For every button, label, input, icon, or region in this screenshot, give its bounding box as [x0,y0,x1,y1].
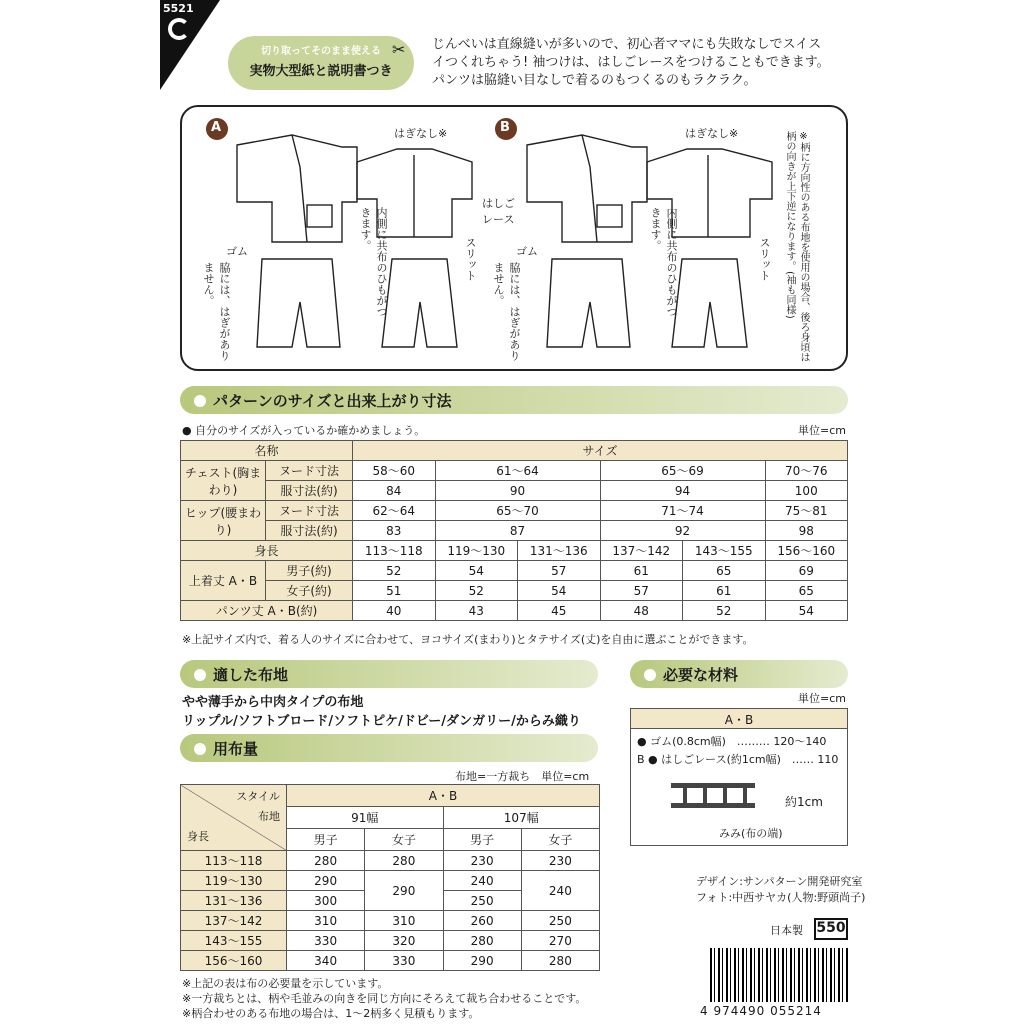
size-section-header: パターンのサイズと出来上がり寸法 [180,386,848,414]
yardage-section-header: 用布量 [180,734,598,762]
mimi-label: みみ(布の端) [719,827,783,840]
size-check-note: ● 自分のサイズが入っているか確かめましょう。 [182,424,426,437]
intro-text: じんべいは直線縫いが多いので、初心者ママにも失敗なしでスイス イつくれちゃう! 袖つけは、はしごレースをつけることもできます。 パンツは脇縫い目なしで着るのもつくるのもラクラク。 [432,37,830,88]
pattern-code: 5521 [163,2,194,15]
size-unit: 単位=cm [798,424,846,437]
yardage-table: スタイル 布地 身長 A・B 91幅 107幅 男子 女子 男子 女子 113〜118 280 280 230 230 119〜130 290 290 240 240 131〜136 300 250 137〜142 310 310 260 250 143〜155 330 320 280 270 156〜160 340 330 290 280 [180,784,600,971]
yardage-meta: 布地=一方裁ち 単位=cm [455,770,590,783]
hagi-nashi-label-a: はぎなし※ [394,127,448,140]
tagline-small: 切り取ってそのまま使える [261,46,381,57]
fabric-section-header: 適した布地 [180,660,598,688]
tagline-big: 実物大型紙と説明書つき [249,64,393,79]
tagline-pill [228,36,414,90]
materials-box: A・B ● ゴム(0.8cm幅) ……… 120〜140 B ● はしごレース(約1cm幅) …… 110 約1cm みみ(布の端) [630,708,848,846]
uchigawa-note-b: 内側に共布のひもがつきます。 [649,207,678,317]
material-lace: B ● はしごレース(約1cm幅) …… 110 [637,753,839,766]
barcode-icon [710,948,850,1002]
material-gomu: ● ゴム(0.8cm幅) ……… 120〜140 [637,735,827,748]
waki-note-b: 脇には、はぎがありません。 [492,262,521,361]
barcode-number: 4 974490 055214 [700,1004,822,1018]
materials-unit: 単位=cm [798,692,846,705]
hashigo-lace-label: はしごレース [482,197,515,226]
price-box: 550 [814,918,848,940]
garment-illustration [180,105,848,371]
waki-note-a: 脇には、はぎがありません。 [202,262,231,361]
lace-width-label: 約1cm [785,795,823,809]
hagi-nashi-label-b: はぎなし※ [685,127,739,140]
lace-icon [669,779,759,813]
slit-label-b: スリット [758,237,771,281]
pattern-direction-note: ※柄に方向性のある布地を使用の場合、後ろ身頃は柄の向きが上下逆になります。(袖も同様) [784,131,809,362]
made-in: 日本製 [770,924,803,937]
fabric-type: やや薄手から中肉タイプの布地 [182,695,364,710]
gomu-label-b: ゴム [516,245,538,258]
size-footnote: ※上記サイズ内で、着る人のサイズに合わせて、ヨコサイズ(まわり)とタテサイズ(丈)を自由に選ぶことができます。 [182,633,754,646]
size-table: 名称 サイズ チェスト(胸まわり) ヌード寸法 58〜60 61〜64 65〜69 70〜76 服寸法(約) 84 90 94 100 ヒップ(腰まわり) ヌード寸法 62〜64 65〜70 71〜74 75〜81 服寸法(約) 83 87 92 98 身長 113〜118 119〜130 131〜136 137〜142 143〜155 156〜160 上着丈 A・B 男子(約) 52 54 57 61 65 69 女子(約) 51 52 54 57 61 65 パンツ丈 A・B(約) 40 43 45 48 52 54 [180,440,848,621]
brand-logo-icon [168,18,190,40]
credits: デザイン:サンパターン開発研究室 フォト:中西サヤカ(人物:野頭尚子) [696,875,866,904]
gomu-label-a: ゴム [226,245,248,258]
yardage-notes: ※上記の表は布の必要量を示しています。 ※一方裁ちとは、柄や毛並みの向きを同じ方向にそろえて裁ち合わせることです。 ※柄合わせのある布地の場合は、1〜2柄多く見積もります。 [182,977,587,1020]
materials-section-header: 必要な材料 [630,660,848,688]
style-a-label: A [211,120,222,135]
uchigawa-note-a: 内側に共布のひもがつきます。 [359,207,388,317]
fabric-list: リップル/ソフトブロード/ソフトピケ/ドビー/ダンガリー/からみ織り [182,714,581,729]
slit-label-a: スリット [464,237,477,281]
style-b-label: B [500,120,510,135]
scissors-icon: ✂ [392,40,406,59]
